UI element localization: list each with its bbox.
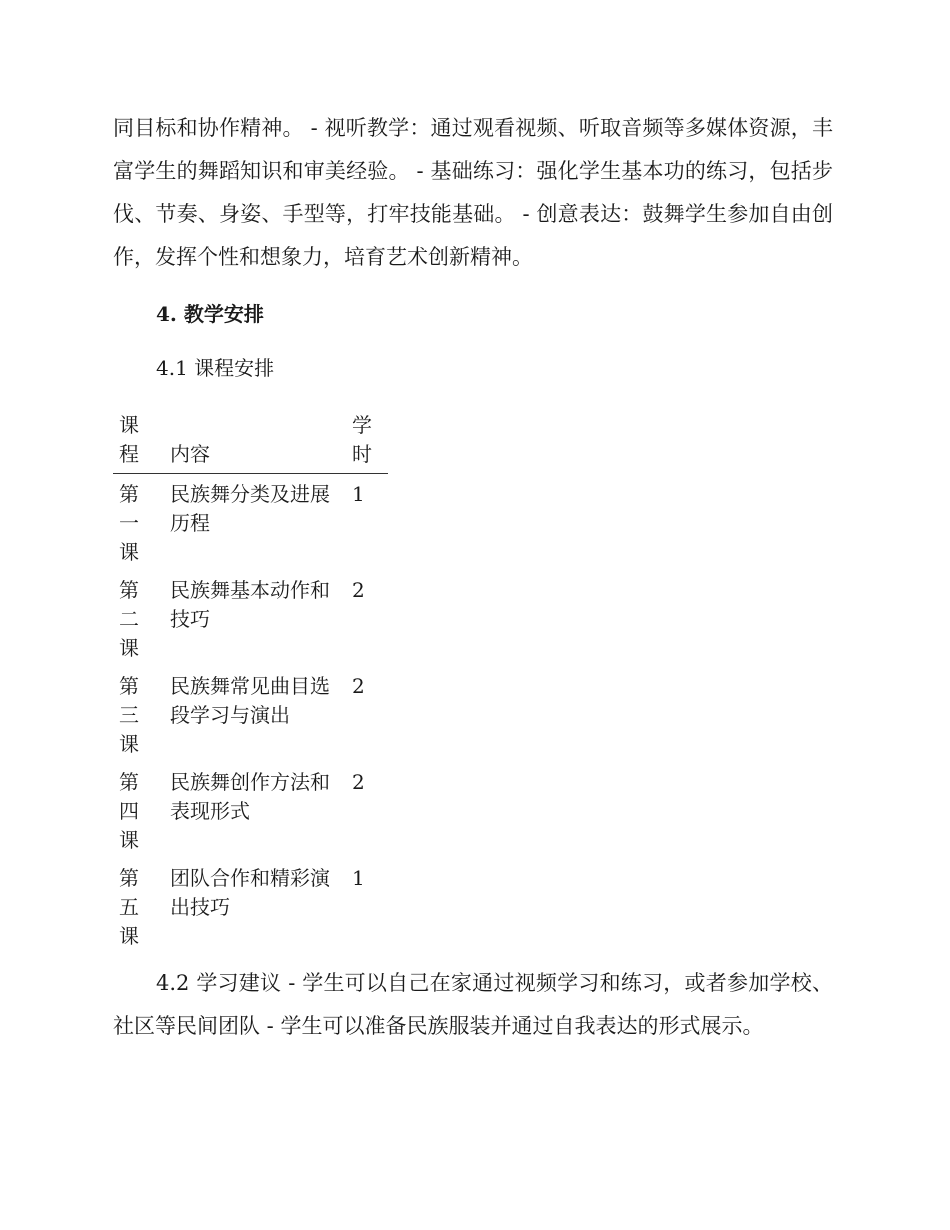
table-row bbox=[113, 858, 388, 954]
header-course: 课程 bbox=[113, 407, 156, 474]
content-cell: 团队合作和精彩演出技巧 bbox=[170, 866, 330, 919]
course-cell: 第五课 bbox=[119, 866, 139, 948]
content-cell: 民族舞常见曲目选段学习与演出 bbox=[170, 674, 330, 727]
hours-cell: 2 bbox=[352, 770, 365, 794]
content-cell: 民族舞创作方法和表现形式 bbox=[170, 770, 330, 823]
course-table bbox=[113, 407, 388, 954]
table-row bbox=[113, 666, 388, 762]
course-cell: 第一课 bbox=[119, 482, 139, 564]
hours-cell: 1 bbox=[352, 482, 365, 506]
closing-paragraph: 4.2 学习建议 - 学生可以自己在家通过视频学习和练习，或者参加学校、社区等民间团队 - 学生可以准备民族服装并通过自我表达的形式展示。 bbox=[113, 971, 833, 1038]
course-cell: 第四课 bbox=[119, 770, 139, 852]
table-row bbox=[113, 570, 388, 666]
course-cell: 第二课 bbox=[119, 578, 139, 660]
content-cell: 民族舞基本动作和技巧 bbox=[170, 578, 330, 631]
section-heading: 4. 教学安排 bbox=[156, 302, 264, 326]
intro-paragraph: 同目标和协作精神。 - 视听教学：通过观看视频、听取音频等多媒体资源，丰富学生的舞蹈知识和审美经验。 - 基础练习：强化学生基本功的练习，包括步伐、节奏、身姿、手型等，打牢技能基础。 - 创意表达：鼓舞学生参加自由创作，发挥个性和想象力，培育艺术创新精神。 bbox=[113, 116, 833, 269]
hours-cell: 2 bbox=[352, 674, 365, 698]
table-row bbox=[113, 474, 388, 571]
header-content: 内容 bbox=[156, 407, 346, 474]
table-header-row bbox=[113, 407, 388, 474]
course-cell: 第三课 bbox=[119, 674, 139, 756]
hours-cell: 1 bbox=[352, 866, 365, 890]
hours-cell: 2 bbox=[352, 578, 365, 602]
header-hours: 学时 bbox=[346, 407, 388, 474]
table-row bbox=[113, 762, 388, 858]
document-page bbox=[113, 100, 833, 1048]
content-cell: 民族舞分类及进展历程 bbox=[170, 482, 330, 535]
subsection-heading: 4.1 课程安排 bbox=[156, 356, 275, 380]
